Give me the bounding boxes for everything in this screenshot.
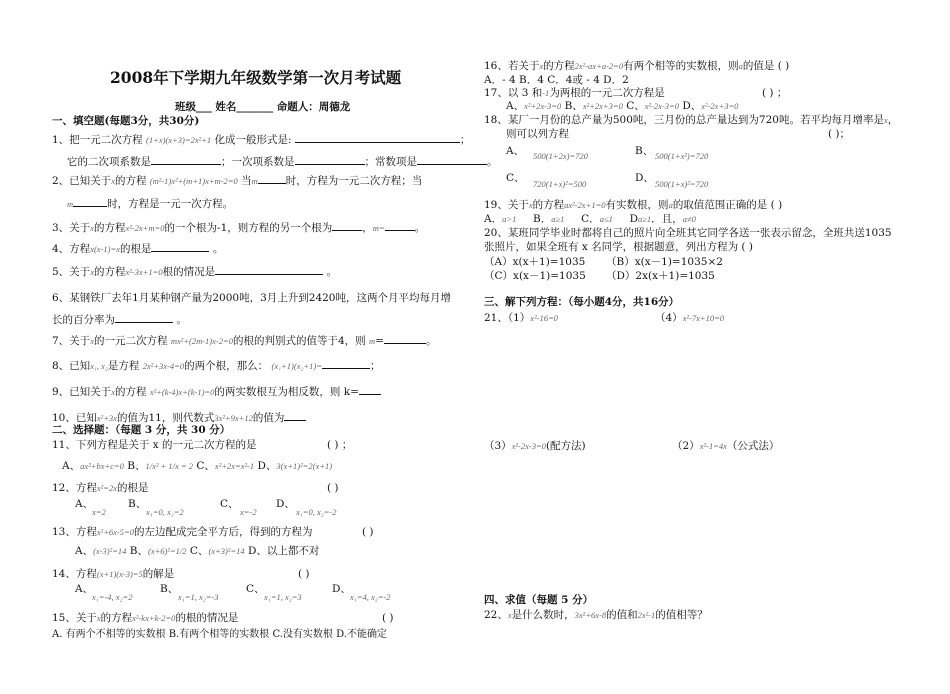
q16-text-b: 的方程 bbox=[543, 60, 575, 72]
q9-blank[interactable] bbox=[359, 385, 381, 395]
q14-option-d-label: D、 bbox=[332, 583, 351, 595]
q1-linear-blank[interactable] bbox=[295, 155, 365, 165]
q13-option-a: A、 bbox=[75, 545, 94, 557]
question-18-cont: 则可以列方程 bbox=[506, 128, 569, 140]
q13-option-c-eq: (x+3)²=14 bbox=[208, 546, 245, 556]
question-21-4 bbox=[655, 312, 724, 325]
question-6-cont: 长的百分率为 。 bbox=[52, 314, 187, 326]
q17-option-a-eq: x²+2x-3=0 bbox=[524, 101, 562, 111]
q22-expr-1: 3x²+6x-8 bbox=[574, 610, 607, 620]
q22-label: 22、 bbox=[484, 609, 508, 621]
q17-option-a: A、 bbox=[506, 100, 525, 112]
question-1-coefficients: 它的二次项系数是 ；一次项系数是 ；常数项是 。 bbox=[67, 156, 498, 168]
q2-equation: (m²-1)x²+(m+1)x+m-2=0 bbox=[149, 176, 238, 186]
question-21-1 bbox=[484, 312, 558, 325]
q16-options: A．- 4 B．4 C．4或 - 4 D．2 bbox=[484, 74, 629, 86]
q5-var: x bbox=[90, 267, 94, 277]
q14-option-c-eq: x₁=1, x₂=3 bbox=[264, 592, 302, 602]
q14-option-c-label: C、 bbox=[246, 583, 265, 595]
q2-m-2: m bbox=[67, 199, 74, 209]
q11-paren: ( ) bbox=[327, 439, 339, 451]
q8-text: 8、已知 bbox=[52, 360, 91, 372]
q21-2-method: （公式法） bbox=[726, 440, 780, 452]
q19-option-d: D bbox=[629, 213, 638, 225]
q15-equation: x²-kx+k-2=0 bbox=[132, 613, 176, 623]
q20-option-d: （D）2x(x＋1)=1035 bbox=[606, 270, 715, 282]
q1-quadratic-blank[interactable] bbox=[151, 155, 221, 165]
q3-text-c: 的一个根为-1，则方程的另一个根为 bbox=[164, 222, 333, 234]
q2-text: 2、已知关于 bbox=[52, 175, 112, 187]
q10-text-c: 的值为 bbox=[252, 412, 285, 424]
question-8: 8、已知x₁, x₂是方程 2x²+3x-4=0的两个根，那么： (x₁+1)(x₂+1)= ； bbox=[52, 360, 381, 372]
question-20-cont: 张照片，如果全班有 x 名同学，根据题意，列出方程为 ( ) bbox=[484, 241, 753, 253]
q3-comma: ， bbox=[362, 222, 373, 234]
q17-option-b: B、 bbox=[564, 100, 583, 112]
q7-m: m bbox=[369, 336, 376, 346]
q19-option-b-eq: a≥1 bbox=[551, 214, 565, 224]
q17-options bbox=[506, 100, 738, 113]
q18-option-a-eq: 500(1+2x)=720 bbox=[533, 151, 588, 161]
question-22 bbox=[484, 609, 708, 622]
q16-text-c: 有两个相等的实数根，则 bbox=[623, 60, 739, 72]
q17-option-c-eq: x²-2x-3=0 bbox=[644, 101, 680, 111]
q17-option-c: C、 bbox=[626, 100, 645, 112]
q16-var: x bbox=[539, 61, 544, 71]
q17-minus-one: -1 bbox=[542, 88, 550, 98]
q6-text-b: 长的百分率为 bbox=[52, 314, 115, 326]
q2-text-c: 当 bbox=[241, 175, 252, 187]
q13-option-b: B、 bbox=[129, 545, 148, 557]
q13-text-b: 的左边配成完全平方后，得到的方程为 bbox=[134, 526, 313, 538]
q16-text: 16、若关于 bbox=[484, 60, 540, 72]
question-13 bbox=[52, 526, 313, 539]
q15-text: 15、关于 bbox=[52, 612, 97, 624]
question-11: 11、下列方程是关于 x 的一元二次方程的是 bbox=[52, 439, 257, 451]
q9-var: x bbox=[111, 387, 115, 397]
question-6: 6、某钢铁厂去年1月某种钢产量为2000吨，3月上升到2420吨，这两个月平均每月增 bbox=[52, 292, 451, 304]
q19-text-b: 的方程 bbox=[532, 199, 565, 211]
q14-option-a-label: A、 bbox=[75, 583, 94, 595]
q1-blank[interactable] bbox=[295, 133, 460, 143]
q15-options: A. 有两个不相等的实数根 B.有两个相等的实数根 C.没有实数根 D.不能确定 bbox=[52, 629, 387, 640]
q18-answer-paren[interactable] bbox=[828, 128, 850, 141]
question-7: 7、关于x的一元二次方程 mx²+(2m-1)x-2=0的根的判别式的值等于4，则 m= 。 bbox=[52, 335, 437, 347]
q1-text-b: 化成一般形式是: bbox=[214, 134, 292, 146]
q14-option-b-label: B、 bbox=[160, 583, 179, 595]
q20-option-b: （B）x(x－1)=1035×2 bbox=[606, 256, 723, 268]
q12-option-a-eq: x=2 bbox=[92, 507, 106, 517]
q19-text-c: 有实数根，则 bbox=[605, 199, 669, 211]
question-10 bbox=[52, 411, 306, 425]
q12-answer-paren[interactable]: ( ) bbox=[327, 482, 339, 494]
q2-m: m bbox=[251, 176, 258, 186]
q8-equation: 2x²+3x-4=0 bbox=[142, 361, 185, 371]
q4-equation: x(x-1)=x bbox=[90, 244, 120, 254]
q19-text: 19、关于 bbox=[484, 199, 529, 211]
q21-3-method: (配方法) bbox=[545, 440, 586, 452]
q13-equation: x²+6x-5=0 bbox=[96, 527, 135, 537]
q18-text: 18、某厂一月份的总产量为500吨，三月份的总产量达到为720吨。若平均每月增率是 bbox=[484, 114, 884, 126]
q1-constant-blank[interactable] bbox=[417, 155, 487, 165]
q19-options bbox=[484, 213, 696, 226]
q17-paren: ( ) bbox=[762, 87, 774, 99]
q14-option-a-eq: x₁=-4, x₂=2 bbox=[92, 592, 133, 602]
q19-equation: ax²-2x+1=0 bbox=[564, 200, 606, 210]
q13-option-b-eq: (x+6)²=1/2 bbox=[147, 546, 187, 556]
q7-equation: mx²+(2m-1)x-2=0 bbox=[170, 336, 233, 346]
q15-text-c: 的根的情况是 bbox=[175, 612, 239, 624]
q8-text-c: 的两个根，那么： bbox=[184, 360, 269, 372]
question-12 bbox=[52, 482, 148, 495]
q2-blank-2[interactable] bbox=[73, 197, 107, 207]
q18-option-a-label: A、 bbox=[506, 145, 525, 157]
q15-text-b: 的方程 bbox=[100, 612, 133, 624]
q22-text-d: 的值相等？ bbox=[655, 609, 708, 621]
q21-1-label: 21、（1） bbox=[484, 312, 531, 324]
question-4: 4、方程x(x-1)=x的根是 。 bbox=[52, 243, 224, 255]
q7-text-b: 的一元二次方程 bbox=[93, 335, 168, 347]
q3-m: m= bbox=[372, 223, 385, 233]
q5-blank[interactable] bbox=[215, 265, 323, 275]
q15-answer-paren[interactable]: ( ) bbox=[382, 612, 394, 624]
question-14 bbox=[52, 568, 174, 581]
q12-option-b-label: B、 bbox=[128, 498, 147, 510]
q3-blank-2[interactable] bbox=[385, 221, 415, 231]
q21-3-equation: x²-2x-3=0 bbox=[511, 441, 546, 451]
question-9 bbox=[52, 385, 381, 399]
q14-option-d-eq: x₁=4, x₂=-2 bbox=[350, 592, 391, 602]
q20-option-a: （A）x(x＋1)=1035 bbox=[484, 256, 586, 268]
q11-option-a-eq: ax²+bx+c=0 bbox=[80, 461, 124, 471]
q3-text: 3、关于 bbox=[52, 222, 91, 234]
q13-option-c: C、 bbox=[189, 545, 209, 557]
section-choice-heading: 二、选择题：（每题 3 分，共 30 分） bbox=[52, 424, 231, 436]
q17-option-b-eq: x²+2x+3=0 bbox=[582, 101, 623, 111]
q22-text-c: 的值和 bbox=[606, 609, 638, 621]
q12-equation: x²=2x bbox=[96, 483, 117, 493]
q21-4-label: （4） bbox=[655, 312, 683, 324]
q13-option-d: D、以上都不对 bbox=[248, 545, 320, 557]
q19-option-c-eq: a≤1 bbox=[599, 214, 613, 224]
q14-text: 14、方程 bbox=[52, 568, 97, 580]
q18-option-b-label: B、 bbox=[635, 145, 654, 157]
question-2-cont bbox=[67, 197, 233, 211]
q19-option-d-eq: a≥1 bbox=[637, 214, 652, 224]
q3-var: x bbox=[90, 223, 94, 233]
question-15 bbox=[52, 612, 238, 625]
q16-text-d: 的值是 bbox=[742, 60, 775, 72]
q18-option-d-label: D、 bbox=[635, 172, 654, 184]
q9-text-c: 的两实数根互为相反数，则 k= bbox=[214, 386, 359, 398]
q7-text-c: 的根的判别式的值等于4，则 bbox=[232, 335, 366, 347]
q14-option-b-eq: x₁=1, x₂=-3 bbox=[178, 592, 219, 602]
q13-text: 13、方程 bbox=[52, 526, 97, 538]
q10-expr-1: x²+3x bbox=[96, 413, 117, 423]
section-solve-heading: 三、解下列方程：（每小题4分，共16分） bbox=[484, 296, 680, 308]
q8-vars: x₁, x₂ bbox=[90, 361, 108, 371]
q3-equation: x²-2x+m=0 bbox=[125, 223, 165, 233]
q1-linear-label: ；一次项系数是 bbox=[221, 156, 295, 168]
q21-4-equation: x²-7x+10=0 bbox=[682, 313, 725, 323]
q17-option-d-eq: x²-2x+3=0 bbox=[701, 101, 739, 111]
q4-blank[interactable] bbox=[151, 242, 209, 252]
question-2 bbox=[52, 174, 422, 188]
q21-2-label: （2） bbox=[672, 440, 700, 452]
q12-option-d-eq: x₁=0, x₂=-2 bbox=[296, 507, 337, 517]
q21-3-label: （3） bbox=[484, 440, 512, 452]
q11-options bbox=[62, 460, 332, 473]
q9-equation: x²+(k-4)x+(k-1)=0 bbox=[149, 387, 215, 397]
q18-option-c-label: C、 bbox=[506, 172, 525, 184]
q16-answer-paren[interactable]: ( ) bbox=[777, 60, 790, 72]
q17-option-d: D、 bbox=[682, 100, 702, 112]
q19-option-a-eq: a>1 bbox=[502, 214, 517, 224]
q20-option-c: （C）x(x－1)=1035 bbox=[484, 270, 586, 282]
q21-1-equation: x²-16=0 bbox=[530, 313, 558, 323]
q19-option-d-and: ．且， bbox=[651, 213, 683, 225]
q6-blank[interactable] bbox=[115, 313, 173, 323]
q7-blank[interactable] bbox=[384, 334, 426, 344]
q11-semi: ； bbox=[341, 439, 353, 451]
q19-answer-paren[interactable]: ( ) bbox=[770, 199, 783, 211]
q19-var: x bbox=[528, 200, 533, 210]
question-21-3 bbox=[484, 440, 586, 453]
q7-var: x bbox=[90, 336, 94, 346]
question-18 bbox=[484, 114, 898, 127]
q14-text-b: 的解是 bbox=[142, 568, 175, 580]
q17-answer-paren[interactable] bbox=[762, 87, 787, 100]
q12-option-a-label: A、 bbox=[75, 498, 94, 510]
q2-blank-1[interactable] bbox=[258, 174, 286, 184]
q22-var: x bbox=[507, 610, 512, 620]
section-fill-in-heading: 一、填空题(每题3分，共30分) bbox=[52, 115, 200, 127]
q2-text-f: 时，方程是一元一次方程。 bbox=[107, 198, 234, 210]
q12-text: 12、方程 bbox=[52, 482, 97, 494]
q18-option-d-eq: 500(1+x)²=720 bbox=[655, 179, 709, 189]
q11-option-b: B、 bbox=[127, 460, 146, 472]
q9-text: 9、已知关于 bbox=[52, 386, 112, 398]
q15-var: x bbox=[96, 613, 101, 623]
q11-option-a: A、 bbox=[62, 460, 81, 472]
question-3: 3、关于x的方程x²-2x+m=0的一个根为-1，则方程的另一个根为 ，m= 。 bbox=[52, 222, 426, 234]
q12-option-c-eq: x=-2 bbox=[240, 507, 257, 517]
q14-answer-paren[interactable]: ( ) bbox=[298, 568, 310, 580]
q19-text-d: 的取值范围正确的是 bbox=[672, 199, 768, 211]
q8-text-b: 是方程 bbox=[107, 360, 140, 372]
question-5: 5、关于x的方程x²-3x+1=0根的情况是 。 bbox=[52, 266, 337, 278]
q18-semi: ； bbox=[839, 128, 851, 140]
q17-text: 17、以 3 和 bbox=[484, 87, 543, 99]
q11-option-b-eq: 1/x² + 1/x = 2 bbox=[145, 461, 194, 471]
q12-option-c-label: C、 bbox=[220, 498, 239, 510]
q7-text: 7、关于 bbox=[52, 335, 91, 347]
q4-text-b: 的根是 bbox=[119, 243, 152, 255]
q1-equation: (1+x)(x+3)=2x²+1 bbox=[146, 135, 212, 145]
q11-option-c-eq: x²+2x=x²-1 bbox=[214, 461, 255, 471]
student-info-line: 班级___ 姓名_______ 命题人：周德龙 bbox=[175, 101, 351, 113]
q19-option-a: A． bbox=[484, 213, 503, 225]
q2-var: x bbox=[111, 176, 115, 186]
q18-text-b: ， bbox=[887, 114, 899, 126]
q5-equation: x²-3x+1=0 bbox=[125, 267, 163, 277]
q1-text: 1、把一元二次方程 bbox=[52, 134, 143, 146]
q3-text-b: 的方程 bbox=[93, 222, 126, 234]
q10-text-b: 的值为11，则代数式 bbox=[116, 412, 215, 424]
question-1: 1、把一元二次方程 (1+x)(x+3)=2x²+1 化成一般形式是: ； bbox=[52, 134, 471, 146]
q13-option-a-eq: (x-3)²=14 bbox=[93, 546, 127, 556]
question-17 bbox=[484, 87, 665, 100]
q9-text-b: 的方程 bbox=[114, 386, 147, 398]
q11-option-d-eq: 3(x+1)²=2(x+1) bbox=[276, 461, 333, 471]
q17-text-b: 为两根的一元二次方程是 bbox=[549, 87, 665, 99]
q11-option-d: D、 bbox=[257, 460, 277, 472]
question-21-2 bbox=[672, 440, 779, 453]
q19-option-d-eq-2: a≠0 bbox=[682, 214, 696, 224]
q12-option-d-label: D、 bbox=[276, 498, 295, 510]
q1-constant-label: ；常数项是 bbox=[364, 156, 417, 168]
q14-equation: (x+1)(x-3)=5 bbox=[96, 569, 143, 579]
q18-paren: ( ) bbox=[828, 128, 840, 140]
q5-text-c: 根的情况是 bbox=[162, 266, 216, 278]
q11-option-c: C、 bbox=[196, 460, 215, 472]
q17-semi: ； bbox=[776, 87, 788, 99]
q11-answer-paren[interactable] bbox=[327, 439, 352, 452]
question-20: 20、某班同学毕业时都将自己的照片向全班其它同学各送一张表示留念，全班共送1035 bbox=[484, 227, 892, 239]
q12-text-b: 的根是 bbox=[116, 482, 149, 494]
exam-title: 2008年下学期九年级数学第一次月考试题 bbox=[110, 68, 402, 87]
q21-2-equation: x²-1=4x bbox=[699, 441, 727, 451]
q12-option-b-eq: x₁=0, x₂=2 bbox=[146, 507, 184, 517]
q22-expr-2: 2x²-1 bbox=[637, 610, 656, 620]
q10-expr-2: 3x²+9x+12 bbox=[214, 413, 253, 423]
q1-quadratic-label: 它的二次项系数是 bbox=[67, 156, 151, 168]
q5-text-b: 的方程 bbox=[93, 266, 126, 278]
q18-var: x bbox=[883, 115, 888, 125]
question-16 bbox=[484, 60, 789, 73]
q8-expression: (x₁+1)(x₂+1)= bbox=[271, 361, 322, 371]
q19-option-b: B． bbox=[533, 213, 552, 225]
question-19 bbox=[484, 199, 782, 212]
q16-a: a bbox=[738, 61, 743, 71]
q13-answer-paren[interactable]: ( ) bbox=[362, 526, 374, 538]
q19-option-c: C． bbox=[581, 213, 600, 225]
section-evaluate-heading: 四、求值（每题 5 分） bbox=[484, 594, 594, 606]
q18-option-b-eq: 500(1+x²)=720 bbox=[655, 151, 709, 161]
q13-options bbox=[75, 545, 319, 558]
q5-text: 5、关于 bbox=[52, 266, 91, 278]
q3-blank-1[interactable] bbox=[332, 221, 362, 231]
q2-text-d: 时，方程为一元二次方程；当 bbox=[285, 175, 423, 187]
q18-option-c-eq: 720(1+x)²=500 bbox=[533, 179, 587, 189]
q2-text-b: 的方程 bbox=[114, 175, 147, 187]
q10-blank[interactable] bbox=[284, 411, 306, 421]
q22-text-b: 是什么数时， bbox=[511, 609, 575, 621]
q19-a: a bbox=[668, 200, 673, 210]
q10-text: 10、已知 bbox=[52, 412, 97, 424]
q16-equation: 2x²-ax+a-2=0 bbox=[574, 61, 624, 71]
q8-blank[interactable] bbox=[322, 359, 370, 369]
q4-text: 4、方程 bbox=[52, 243, 91, 255]
